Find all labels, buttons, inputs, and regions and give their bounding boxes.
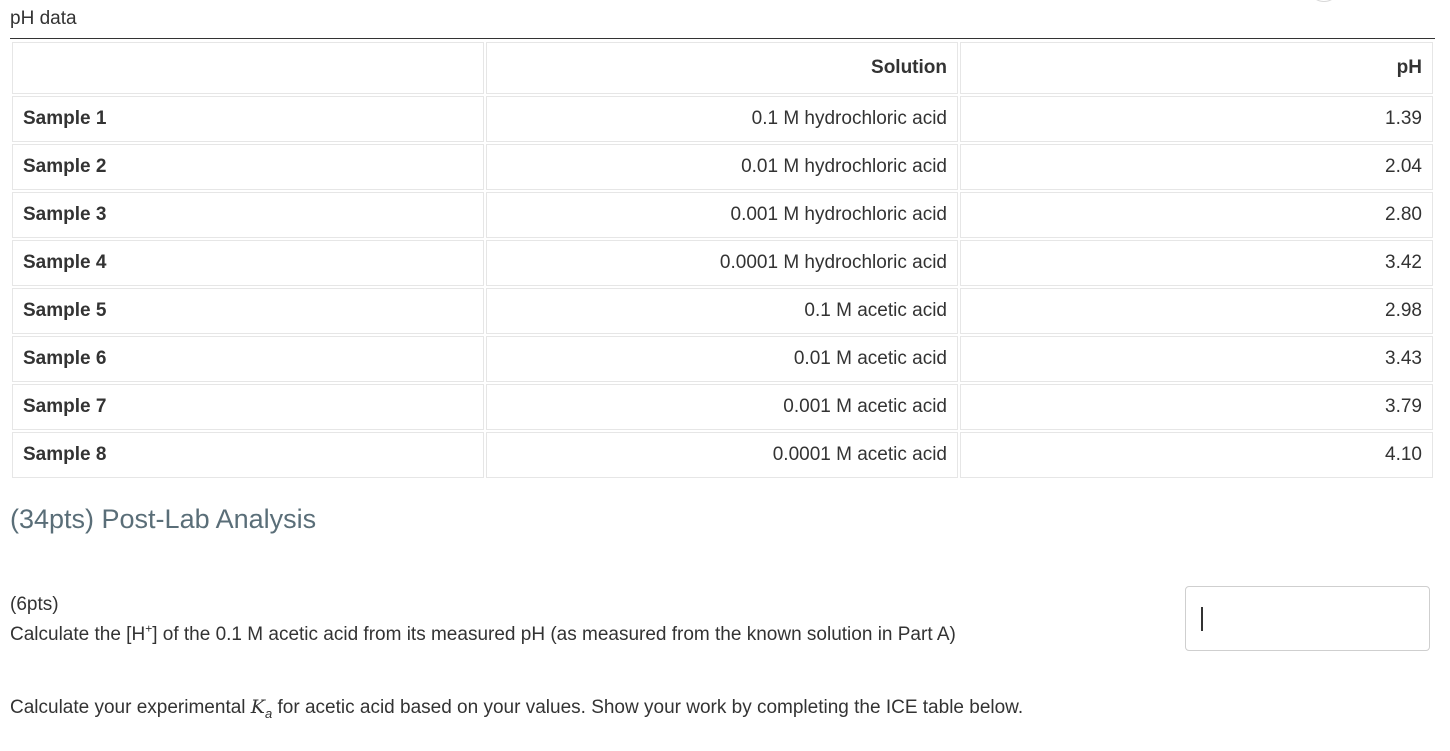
ka-question-text [10,696,1023,721]
table-row [12,432,1433,478]
header-sample [12,42,484,94]
partial-circle-icon [1308,0,1340,2]
ph-data-table [10,40,1435,480]
ka-text-end: for acetic acid based on your values. Show your work by completing the ICE table below. [272,697,1024,718]
sample-cell: Sample 7 [12,384,484,430]
solution-cell: 0.001 M hydrochloric acid [486,192,958,238]
table-header-row [12,42,1433,94]
question-text-end: ] of the 0.1 M acetic acid from its measured pH (as measured from the known solution in Part A) [152,624,956,645]
text-cursor [1201,607,1203,631]
question-text [10,621,956,646]
answer-input-box[interactable] [1185,586,1430,651]
superscript-plus: + [145,621,153,636]
question-text-start: Calculate the [H [10,624,146,645]
ka-text-start: Calculate your experimental [10,697,251,718]
sample-cell: Sample 3 [12,192,484,238]
table-row [12,288,1433,334]
solution-cell: 0.01 M hydrochloric acid [486,144,958,190]
table-row [12,144,1433,190]
table-row [12,336,1433,382]
solution-cell: 0.0001 M hydrochloric acid [486,240,958,286]
sample-cell: Sample 1 [12,96,484,142]
table-row [12,240,1433,286]
table-row [12,96,1433,142]
solution-cell: 0.01 M acetic acid [486,336,958,382]
k-subscript: a [265,705,273,721]
ph-cell: 2.98 [960,288,1433,334]
ph-cell: 2.04 [960,144,1433,190]
header-solution: Solution [486,42,958,94]
question-points: (6pts) [10,594,59,615]
header-ph: pH [960,42,1433,94]
ph-cell: 2.80 [960,192,1433,238]
ph-cell: 3.42 [960,240,1433,286]
sample-cell: Sample 6 [12,336,484,382]
sample-cell: Sample 2 [12,144,484,190]
solution-cell: 0.001 M acetic acid [486,384,958,430]
h-plus-answer-input[interactable] [1198,601,1418,635]
section-title: pH data [10,8,77,29]
table-row [12,192,1433,238]
table-row [12,384,1433,430]
post-lab-analysis-heading: (34pts) Post-Lab Analysis [10,504,317,534]
ph-cell: 1.39 [960,96,1433,142]
sample-cell: Sample 5 [12,288,484,334]
solution-cell: 0.1 M hydrochloric acid [486,96,958,142]
title-divider [10,38,1435,39]
solution-cell: 0.1 M acetic acid [486,288,958,334]
ph-cell: 4.10 [960,432,1433,478]
solution-cell: 0.0001 M acetic acid [486,432,958,478]
ph-cell: 3.79 [960,384,1433,430]
sample-cell: Sample 4 [12,240,484,286]
k-symbol: K [250,696,265,718]
ph-cell: 3.43 [960,336,1433,382]
sample-cell: Sample 8 [12,432,484,478]
